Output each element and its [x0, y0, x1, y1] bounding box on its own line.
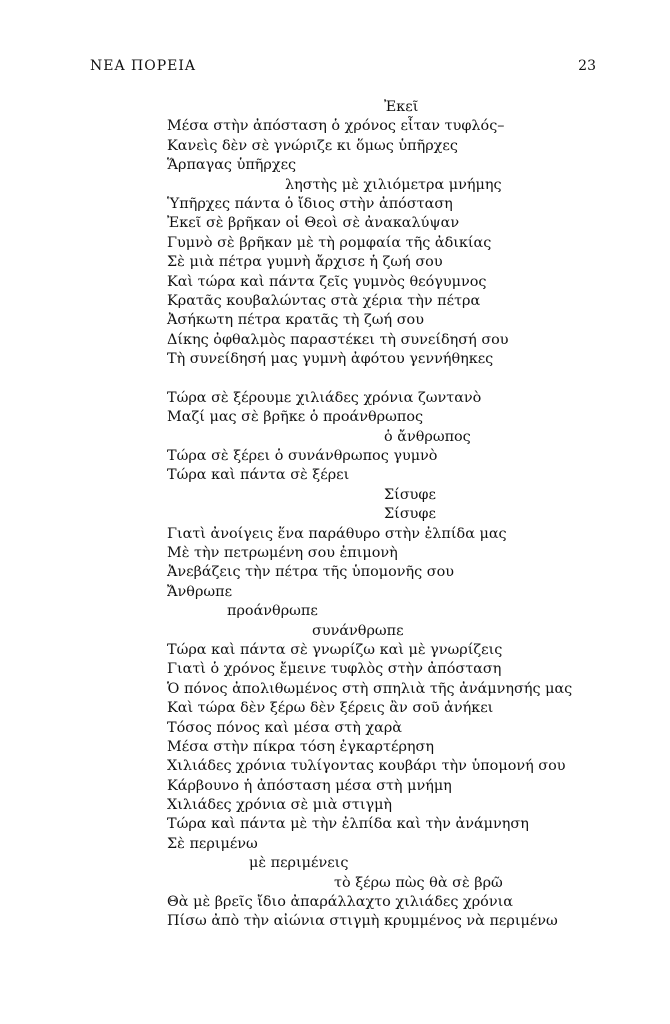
- poem-line: Κάρβουνο ἡ ἀπόσταση μέσα στὴ μνήμη: [167, 777, 452, 794]
- poem-line: μὲ περιμένεις: [249, 855, 349, 872]
- poem-line: συνάνθρωπε: [312, 622, 404, 639]
- poem-line: τὸ ξέρω πὼς θὰ σὲ βρῶ: [334, 874, 503, 891]
- poem-line: Μέσα στὴν ἀπόσταση ὁ χρόνος εἶταν τυφλός–: [167, 118, 505, 135]
- poem-line: Τώρα σὲ ξέρουμε χιλιάδες χρόνια ζωντανὸ: [167, 389, 482, 406]
- poem-line: Πίσω ἀπὸ τὴν αἰώνια στιγμὴ κρυμμένος νὰ περιμένω: [167, 913, 558, 930]
- poem-line: Καὶ τώρα καὶ πάντα ζεῖς γυμνὸς θεόγυμνος: [167, 273, 487, 290]
- poem-line: Σίσυφε: [384, 486, 436, 503]
- poem-line: Ὁ πόνος ἀπολιθωμένος στὴ σπηλιὰ τῆς ἀνάμνησής μας: [167, 680, 573, 697]
- poem-line: Χιλιάδες χρόνια τυλίγοντας κουβάρι τὴν ὑπομονή σου: [167, 758, 566, 775]
- poem-line: Χιλιάδες χρόνια σὲ μιὰ στιγμὴ: [167, 797, 393, 814]
- poem-line: Γιατὶ ὁ χρόνος ἔμεινε τυφλὸς στὴν ἀπόσταση: [167, 661, 502, 678]
- poem-line: Ἀνεβάζεις τὴν πέτρα τῆς ὑπομονῆς σου: [167, 564, 455, 581]
- poem-line: Ἅρπαγας ὑπῆρχες: [167, 157, 297, 174]
- running-title: ΝΕΑ ΠΟΡΕΙΑ: [90, 58, 196, 74]
- poem-line: Θὰ μὲ βρεῖς ἴδιο ἀπαράλλαχτο χιλιάδες χρόνια: [167, 894, 513, 911]
- stanza-break: [167, 369, 637, 388]
- poem-line: Τώρα καὶ πάντα σὲ γνωρίζω καὶ μὲ γνωρίζεις: [167, 641, 503, 658]
- poem-line: Σὲ περιμένω: [167, 835, 258, 852]
- poem-line: Μέσα στὴν πίκρα τόση ἐγκαρτέρηση: [167, 738, 434, 755]
- poem-line: ὁ ἄνθρωπος: [384, 428, 471, 445]
- poem-line: Ἄνθρωπε: [167, 583, 233, 600]
- poem-line: Δίκης ὀφθαλμὸς παραστέκει τὴ συνείδησή σου: [167, 331, 509, 348]
- poem-line: ληστὴς μὲ χιλιόμετρα μνήμης: [285, 176, 502, 193]
- page-header: [90, 58, 596, 78]
- poem-line: Ἀσήκωτη πέτρα κρατᾶς τὴ ζωή σου: [167, 312, 424, 329]
- poem-line: Καὶ τώρα δὲν ξέρω δὲν ξέρεις ἂν σοῦ ἀνήκει: [167, 700, 494, 717]
- poem-line: προάνθρωπε: [227, 603, 318, 620]
- poem-line: Γυμνὸ σὲ βρῆκαν μὲ τὴ ρομφαία τῆς ἀδικίας: [167, 234, 492, 251]
- poem-line: Τόσος πόνος καὶ μέσα στὴ χαρὰ: [167, 719, 403, 736]
- poem-line: Τώρα καὶ πάντα μὲ τὴν ἐλπίδα καὶ τὴν ἀνάμνηση: [167, 816, 529, 833]
- poem-line: Τώρα σὲ ξέρει ὁ συνάνθρωπος γυμνὸ: [167, 448, 438, 465]
- poem-line: Τώρα καὶ πάντα σὲ ξέρει: [167, 467, 350, 484]
- poem-line: Ἐκεῖ σὲ βρῆκαν οἱ Θεοὶ σὲ ἀνακαλύψαν: [167, 215, 460, 232]
- poem-line: Γιατὶ ἀνοίγεις ἕνα παράθυρο στὴν ἐλπίδα μας: [167, 525, 507, 542]
- poem-line: Ἐκεῖ: [384, 99, 419, 115]
- poem-line: Σὲ μιὰ πέτρα γυμνὴ ἄρχισε ἡ ζωή σου: [167, 254, 443, 271]
- poem-line: Τὴ συνείδησή μας γυμνὴ ἀφότου γεννήθηκες: [167, 351, 494, 368]
- poem-line: Ὑπῆρχες πάντα ὁ ἴδιος στὴν ἀπόσταση: [167, 195, 453, 212]
- poem: [167, 98, 637, 932]
- poem-line: Μὲ τὴν πετρωμένη σου ἐπιμονὴ: [167, 544, 398, 561]
- poem-line: Κανεὶς δὲν σὲ γνώριζε κι ὅμως ὑπῆρχες: [167, 137, 458, 154]
- poem-line: Κρατᾶς κουβαλώντας στὰ χέρια τὴν πέτρα: [167, 292, 481, 309]
- poem-line: Μαζί μας σὲ βρῆκε ὁ προάνθρωπος: [167, 409, 424, 426]
- poem-line: Σίσυφε: [384, 506, 436, 523]
- page-number: 23: [578, 58, 596, 74]
